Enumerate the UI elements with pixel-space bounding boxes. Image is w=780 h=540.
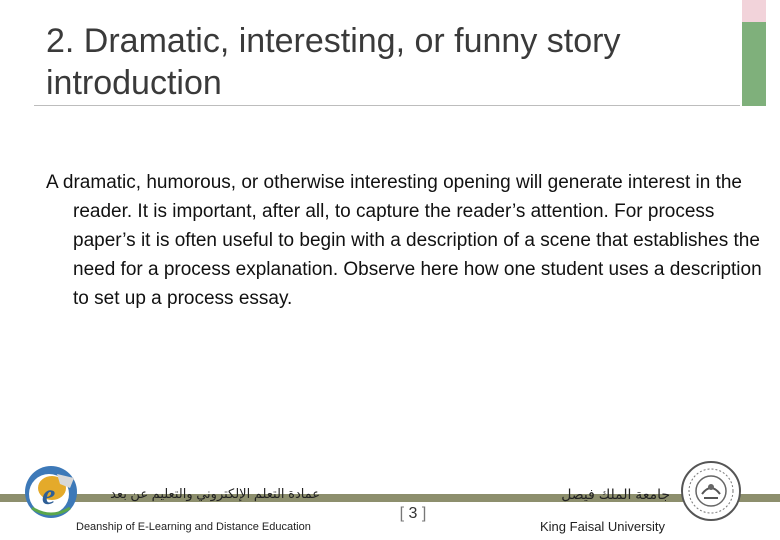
accent-bar-top [742,0,766,22]
university-english: King Faisal University [540,519,665,534]
page-number [393,505,433,523]
page-number-right-bracket: ] [421,505,427,522]
accent-bar-main [742,22,766,106]
slide-body-text: A dramatic, humorous, or otherwise interesting opening will generate interest in the reader. It is important, after all, to capture the reader’s attention. For process paper’s it is often useful to begin with a description of a scene that establishes the need for a process explanation. Observe here how one student uses a description to set up a process essay. [46,172,762,309]
title-divider [34,105,740,106]
page-number-value: 3 [408,505,418,522]
page-number-left-bracket: [ [399,505,405,522]
elearning-logo-icon [22,458,80,522]
deanship-english: Deanship of E-Learning and Distance Education [76,521,311,533]
university-arabic: جامعة الملك فيصل [561,486,670,502]
svg-text:e: e [42,478,56,511]
slide-title: 2. Dramatic, interesting, or funny story introduction [46,22,621,102]
deanship-arabic: عمادة التعلم الإلكتروني والتعليم عن بعد [110,486,320,501]
accent-bar [742,0,766,106]
university-seal-icon [680,460,742,522]
